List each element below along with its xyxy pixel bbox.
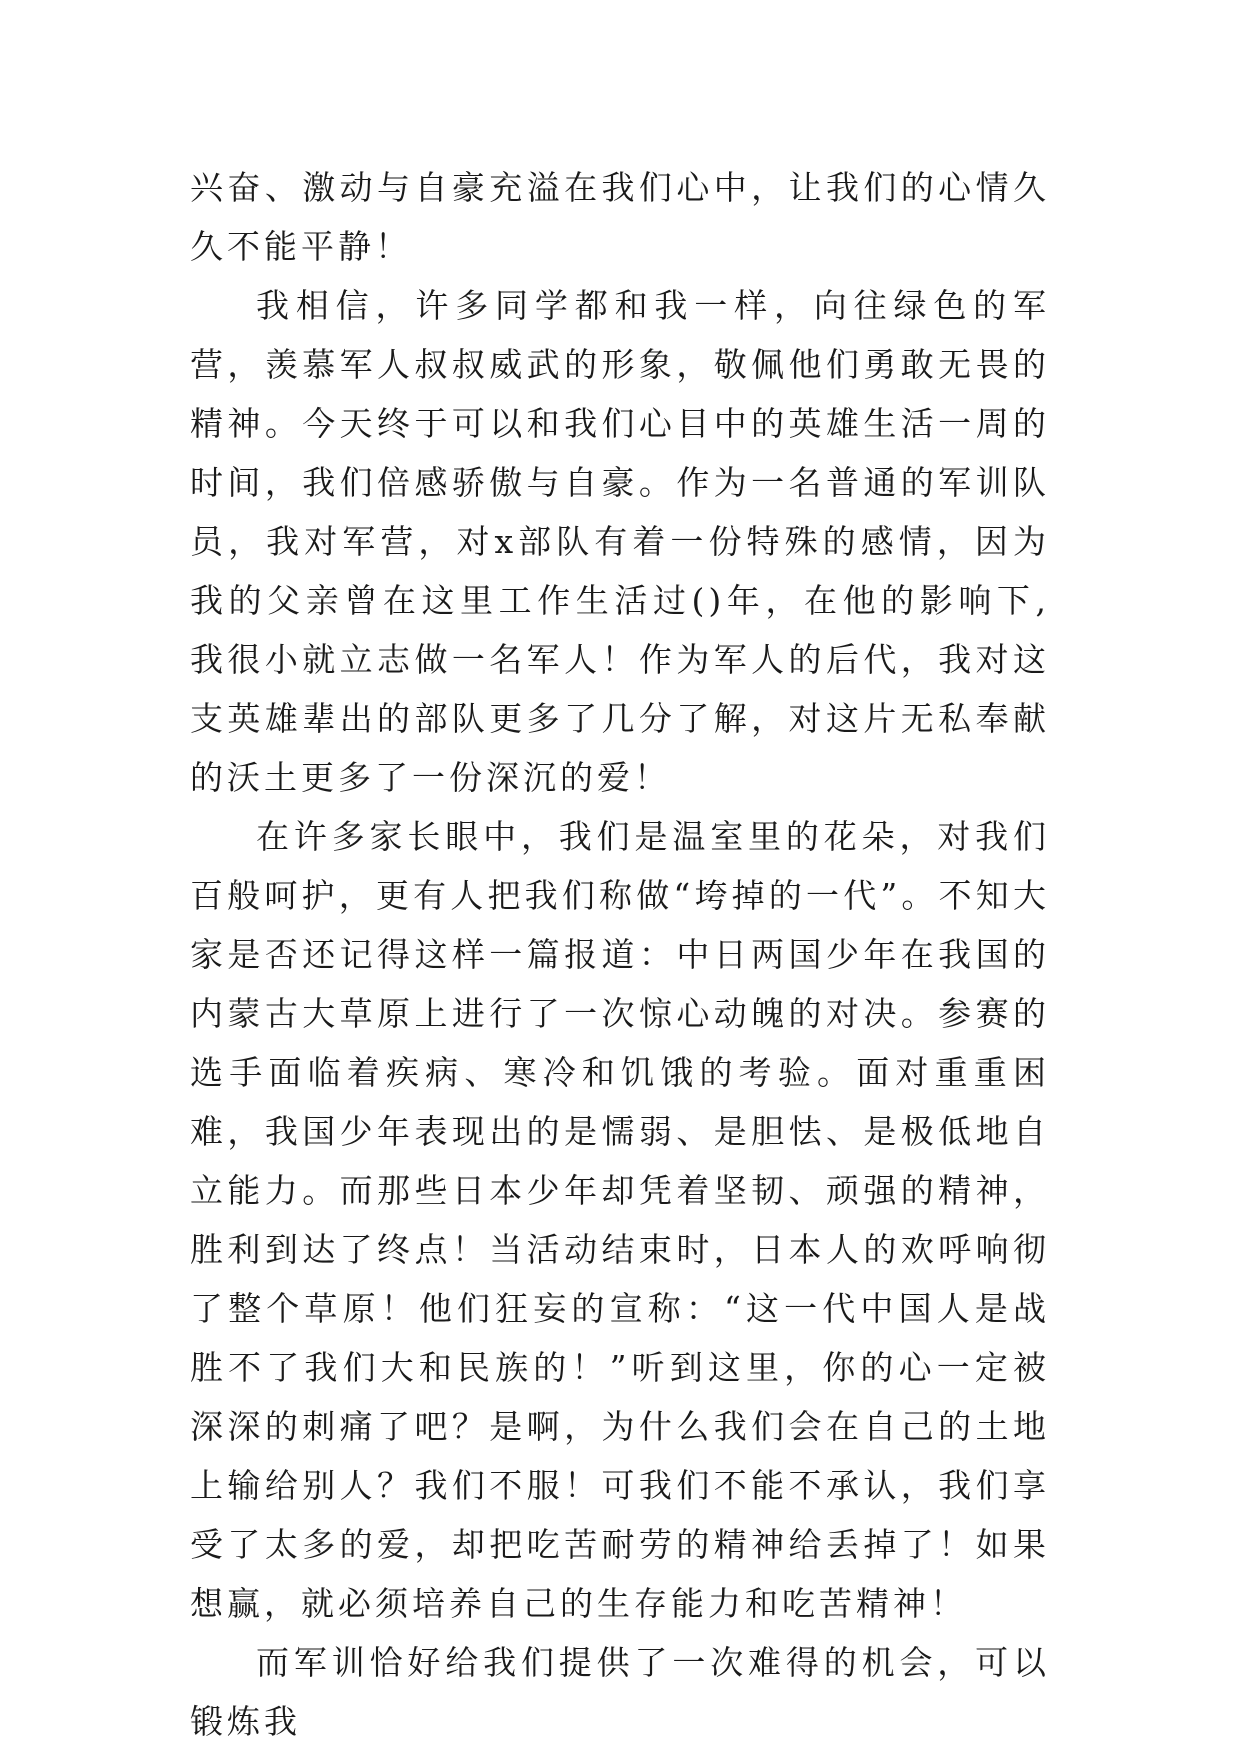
- document-body: [190, 158, 1050, 1751]
- paragraph-4: 而军训恰好给我们提供了一次难得的机会，可以锻炼我: [190, 1643, 1050, 1741]
- paragraph-3: 在许多家长眼中，我们是温室里的花朵，对我们百般呵护，更有人把我们称做“垮掉的一代”。不知大家是否还记得这样一篇报道：中日两国少年在我国的内蒙古大草原上进行了一次惊心动魄的对决。参赛的选手面临着疾病、寒冷和饥饿的考验。面对重重困难，我国少年表现出的是懦弱、是胆怯、是极低地自立能力。而那些日本少年却凭着坚韧、顽强的精神，胜利到达了终点！当活动结束时，日本人的欢呼响彻了整个草原！他们狂妄的宣称：“这一代中国人是战胜不了我们大和民族的！”听到这里，你的心一定被深深的刺痛了吧？是啊，为什么我们会在自己的土地上输给别人？我们不服！可我们不能不承认，我们享受了太多的爱，却把吃苦耐劳的精神给丢掉了！如果想赢，就必须培养自己的生存能力和吃苦精神！: [190, 817, 1050, 1623]
- paragraph-2: 我相信，许多同学都和我一样，向往绿色的军营，羡慕军人叔叔威武的形象，敬佩他们勇敢无畏的精神。今天终于可以和我们心目中的英雄生活一周的时间，我们倍感骄傲与自豪。作为一名普通的军训队员，我对军营，对x部队有着一份特殊的感情，因为我的父亲曾在这里工作生活过()年，在他的影响下,我很小就立志做一名军人！作为军人的后代，我对这支英雄辈出的部队更多了几分了解，对这片无私奉献的沃土更多了一份深沉的爱！: [190, 286, 1050, 797]
- paragraph-1: 兴奋、激动与自豪充溢在我们心中，让我们的心情久久不能平静！: [190, 168, 1050, 266]
